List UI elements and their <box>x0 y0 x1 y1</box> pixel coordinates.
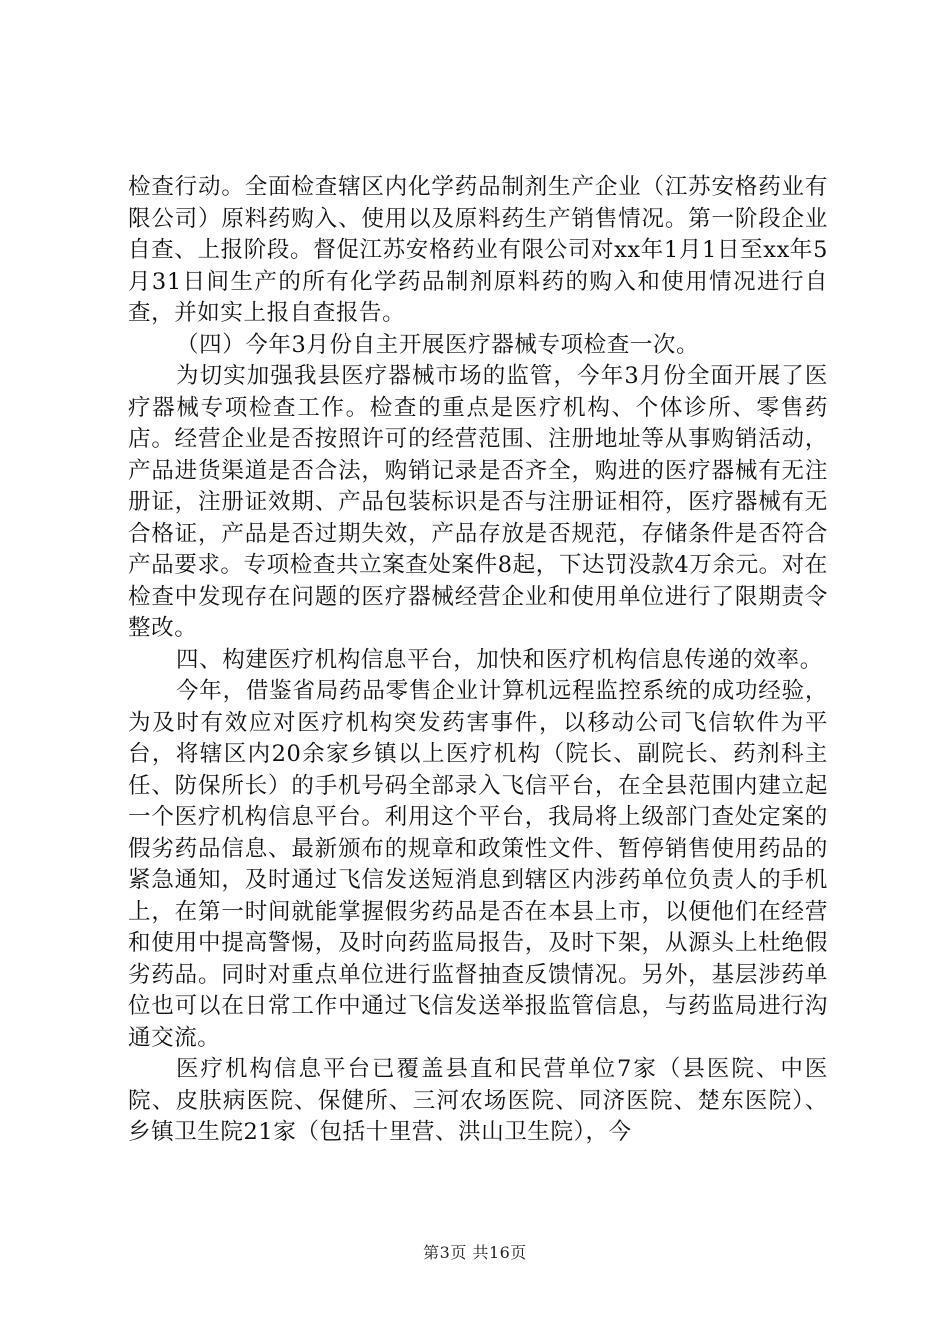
paragraph-inspection-action: 检查行动。全面检查辖区内化学药品制剂生产企业（江苏安格药业有限公司）原料药购入、使用以及原料药生产销售情况。第一阶段企业自查、上报阶段。督促江苏安格药业有限公司对xx年1月1日至xx年5月31日间生产的所有化学药品制剂原料药的购入和使用情况进行自查，并如实上报自查报告。 <box>128 174 828 326</box>
page-footer: 第3页 共16页 <box>423 1243 527 1262</box>
document-body <box>128 172 828 1149</box>
paragraph-platform-heading: 四、构建医疗机构信息平台，加快和医疗机构信息传递的效率。 <box>176 646 823 673</box>
paragraph-device-inspection: 为切实加强我县医疗器械市场的监管，今年3月份全面开展了医疗器械专项检查工作。检查的重点是医疗机构、个体诊所、零售药店。经营企业是否按照许可的经营范围、注册地址等从事购销活动，产品进货渠道是否合法，购销记录是否齐全，购进的医疗器械有无注册证，注册证效期、产品包装标识是否与注册证相符，医疗器械有无合格证，产品是否过期失效，产品存放是否规范，存储条件是否符合产品要求。专项检查共立案查处案件8起，下达罚没款4万余元。对在检查中发现存在问题的医疗器械经营企业和使用单位进行了限期责令整改。 <box>128 363 828 641</box>
paragraph-section-four-heading: （四）今年3月份自主开展医疗器械专项检查一次。 <box>176 331 700 358</box>
paragraph-platform-coverage: 医疗机构信息平台已覆盖县直和民营单位7家（县医院、中医院、皮肤病医院、保健所、三河农场医院、同济医院、楚东医院）、乡镇卫生院21家（包括十里营、洪山卫生院），今 <box>128 1056 828 1145</box>
paragraph-platform-details: 今年，借鉴省局药品零售企业计算机远程监控系统的成功经验，为及时有效应对医疗机构突发药害事件，以移动公司飞信软件为平台，将辖区内20余家乡镇以上医疗机构（院长、副院长、药剂科主任、防保所长）的手机号码全部录入飞信平台，在全县范围内建立起一个医疗机构信息平台。利用这个平台，我局将上级部门查处定案的假劣药品信息、最新颁布的规章和政策性文件、暂停销售使用药品的紧急通知，及时通过飞信发送短消息到辖区内涉药单位负责人的手机上，在第一时间就能掌握假劣药品是否在本县上市，以便他们在经营和使用中提高警惕，及时向药监局报告，及时下架，从源头上杜绝假劣药品。同时对重点单位进行监督抽查反馈情况。另外，基层涉药单位也可以在日常工作中通过飞信发送举报监管信息，与药监局进行沟通交流。 <box>128 678 828 1051</box>
